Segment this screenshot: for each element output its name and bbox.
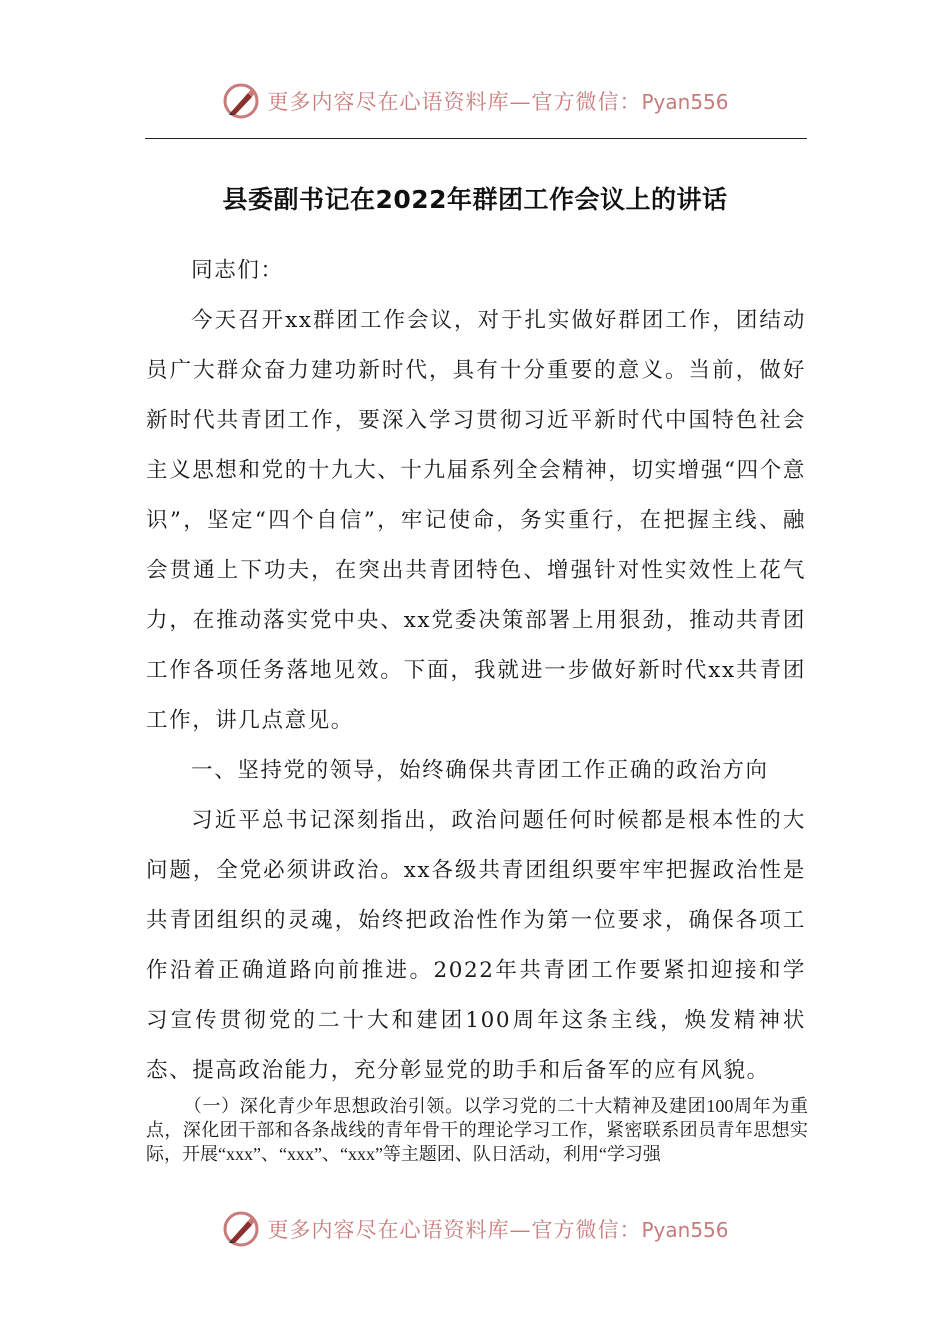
sub-paragraph: （一）深化青少年思想政治引领。以学习党的二十大精神及建团100周年为重点，深化团干部和各条战线的青年骨干的理论学习工作，紧密联系团员青年思想实际，开展“xxx”、“xxx”、“xxx”等主题团、队日活动，利用“学习强	[146, 1096, 808, 1164]
watermark-text: 更多内容尽在心语资料库—官方微信：Pyan556	[267, 1218, 729, 1242]
watermark-footer	[0, 1206, 950, 1252]
salutation: 同志们：	[191, 258, 284, 283]
pen-logo-icon	[221, 1209, 261, 1249]
pen-logo-icon	[221, 81, 261, 121]
paragraph: 今天召开xx群团工作会议，对于扎实做好群团工作，团结动员广大群众奋力建功新时代，具有十分重要的意义。当前，做好新时代共青团工作，要深入学习贯彻习近平新时代中国特色社会主义思想和党的十九大、十九届系列全会精神，切实增强“四个意识”，坚定“四个自信”，牢记使命，务实重行，在把握主线、融会贯通上下功夫，在突出共青团特色、增强针对性实效性上花气力，在推动落实党中央、xx党委决策部署上用狠劲，推动共青团工作各项任务落地见效。下面，我就进一步做好新时代xx共青团工作，讲几点意见。	[146, 308, 806, 733]
document-body	[146, 246, 806, 1096]
watermark-header	[0, 78, 950, 124]
section-heading: 一、坚持党的领导，始终确保共青团工作正确的政治方向	[191, 758, 769, 783]
document-title: 县委副书记在2022年群团工作会议上的讲话	[222, 185, 728, 214]
header-divider	[145, 138, 807, 139]
sub-section	[146, 1094, 808, 1166]
paragraph: 习近平总书记深刻指出，政治问题任何时候都是根本性的大问题，全党必须讲政治。xx各级共青团组织要牢牢把握政治性是共青团组织的灵魂，始终把政治性作为第一位要求，确保各项工作沿着正确道路向前推进。2022年共青团工作要紧扣迎接和学习宣传贯彻党的二十大和建团100周年这条主线，焕发精神状态、提高政治能力，充分彰显党的助手和后备军的应有风貌。	[146, 808, 806, 1083]
watermark-text: 更多内容尽在心语资料库—官方微信：Pyan556	[267, 90, 729, 114]
